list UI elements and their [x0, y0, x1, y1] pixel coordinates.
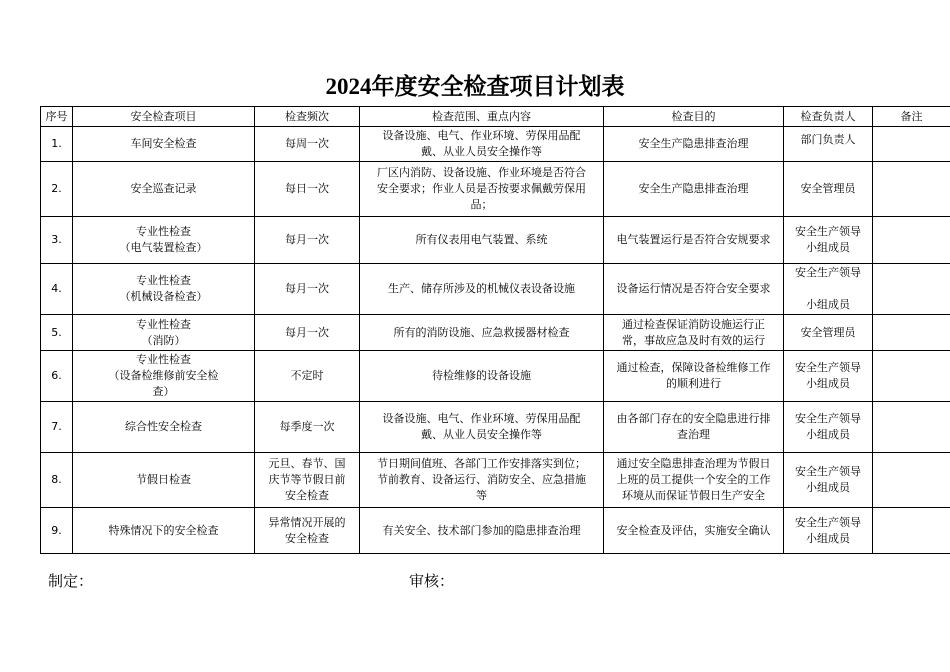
cell-frequency: 不定时 — [255, 351, 360, 402]
cell-note — [873, 402, 950, 453]
cell-item: 专业性检查 （电气装置检查） — [73, 217, 255, 264]
table-row — [41, 127, 950, 162]
table-row — [41, 315, 950, 351]
cell-frequency: 每日一次 — [255, 162, 360, 217]
cell-seq: 8. — [41, 453, 73, 508]
cell-scope: 设备设施、电气、作业环境、劳保用品配 戴、从业人员安全操作等 — [360, 402, 604, 453]
cell-owner: 安全管理员 — [784, 162, 873, 217]
cell-seq: 7. — [41, 402, 73, 453]
inspection-plan-table — [40, 106, 950, 554]
cell-owner: 安全生产领导 小组成员 — [784, 217, 873, 264]
cell-owner: 安全生产领导 小组成员 — [784, 453, 873, 508]
cell-scope: 节日期间值班、各部门工作安排落实到位； 节前教育、设备运行、消防安全、应急措施 等 — [360, 453, 604, 508]
cell-item: 综合性安全检查 — [73, 402, 255, 453]
cell-frequency: 每月一次 — [255, 264, 360, 315]
cell-purpose: 安全检查及评估，实施安全确认 — [604, 508, 784, 554]
cell-scope: 有关安全、技术部门参加的隐患排查治理 — [360, 508, 604, 554]
cell-scope: 生产、储存所涉及的机械仪表设备设施 — [360, 264, 604, 315]
table-row — [41, 508, 950, 554]
cell-frequency: 元旦、春节、国 庆节等节假日前 安全检查 — [255, 453, 360, 508]
cell-owner: 部门负责人 — [784, 127, 873, 162]
title-text: 年度安全检查项目计划表 — [371, 74, 625, 100]
cell-note — [873, 264, 950, 315]
table-row — [41, 162, 950, 217]
cell-purpose: 电气装置运行是否符合安规要求 — [604, 217, 784, 264]
header-row — [41, 107, 950, 127]
header-item: 安全检查项目 — [73, 107, 255, 127]
cell-purpose: 通过安全隐患排查治理为节假日 上班的员工提供一个安全的工作 环境从而保证节假日生产安全 — [604, 453, 784, 508]
cell-item: 专业性检查 （设备检维修前安全检 查） — [73, 351, 255, 402]
cell-seq: 3. — [41, 217, 73, 264]
cell-note — [873, 508, 950, 554]
cell-note — [873, 127, 950, 162]
header-scope: 检查范围、重点内容 — [360, 107, 604, 127]
cell-seq: 1. — [41, 127, 73, 162]
cell-seq: 4. — [41, 264, 73, 315]
cell-purpose: 安全生产隐患排查治理 — [604, 162, 784, 217]
footer-review-label: 审核： — [409, 572, 455, 590]
cell-item: 特殊情况下的安全检查 — [73, 508, 255, 554]
cell-frequency: 异常情况开展的 安全检查 — [255, 508, 360, 554]
cell-item: 专业性检查 （消防） — [73, 315, 255, 351]
cell-owner: 安全生产领导 小组成员 — [784, 264, 873, 315]
cell-seq: 5. — [41, 315, 73, 351]
table-row — [41, 402, 950, 453]
cell-seq: 2. — [41, 162, 73, 217]
cell-seq: 6. — [41, 351, 73, 402]
table-row — [41, 217, 950, 264]
header-purpose: 检查目的 — [604, 107, 784, 127]
cell-owner: 安全生产领导 小组成员 — [784, 508, 873, 554]
cell-note — [873, 217, 950, 264]
cell-purpose: 通过检查保证消防设施运行正 常，事故应急及时有效的运行 — [604, 315, 784, 351]
page-title — [0, 72, 950, 102]
cell-scope: 所有的消防设施、应急救援器材检查 — [360, 315, 604, 351]
table-row — [41, 453, 950, 508]
cell-frequency: 每月一次 — [255, 315, 360, 351]
cell-owner: 安全生产领导 小组成员 — [784, 351, 873, 402]
cell-scope: 所有仪表用电气装置、系统 — [360, 217, 604, 264]
table-row — [41, 264, 950, 315]
cell-item: 节假日检查 — [73, 453, 255, 508]
cell-item: 车间安全检查 — [73, 127, 255, 162]
table-row — [41, 351, 950, 402]
header-seq: 序号 — [41, 107, 73, 127]
cell-note — [873, 453, 950, 508]
cell-scope: 厂区内消防、设备设施、作业环境是否符合 安全要求；作业人员是否按要求佩戴劳保用 品； — [360, 162, 604, 217]
cell-owner: 安全生产领导 小组成员 — [784, 402, 873, 453]
cell-item: 安全巡查记录 — [73, 162, 255, 217]
cell-purpose: 通过检查，保障设备检维修工作 的顺利进行 — [604, 351, 784, 402]
cell-purpose: 由各部门存在的安全隐患进行排 查治理 — [604, 402, 784, 453]
header-note: 备注 — [873, 107, 950, 127]
cell-owner: 安全管理员 — [784, 315, 873, 351]
footer-made-by-label: 制定： — [48, 572, 94, 590]
cell-frequency: 每季度一次 — [255, 402, 360, 453]
cell-note — [873, 162, 950, 217]
cell-seq: 9. — [41, 508, 73, 554]
cell-note — [873, 315, 950, 351]
cell-purpose: 设备运行情况是否符合安全要求 — [604, 264, 784, 315]
header-owner: 检查负责人 — [784, 107, 873, 127]
cell-item: 专业性检查 （机械设备检查） — [73, 264, 255, 315]
cell-purpose: 安全生产隐患排查治理 — [604, 127, 784, 162]
title-year: 2024 — [325, 74, 372, 99]
header-frequency: 检查频次 — [255, 107, 360, 127]
cell-scope: 待检维修的设备设施 — [360, 351, 604, 402]
cell-scope: 设备设施、电气、作业环境、劳保用品配 戴、从业人员安全操作等 — [360, 127, 604, 162]
cell-note — [873, 351, 950, 402]
cell-frequency: 每月一次 — [255, 217, 360, 264]
cell-frequency: 每周一次 — [255, 127, 360, 162]
